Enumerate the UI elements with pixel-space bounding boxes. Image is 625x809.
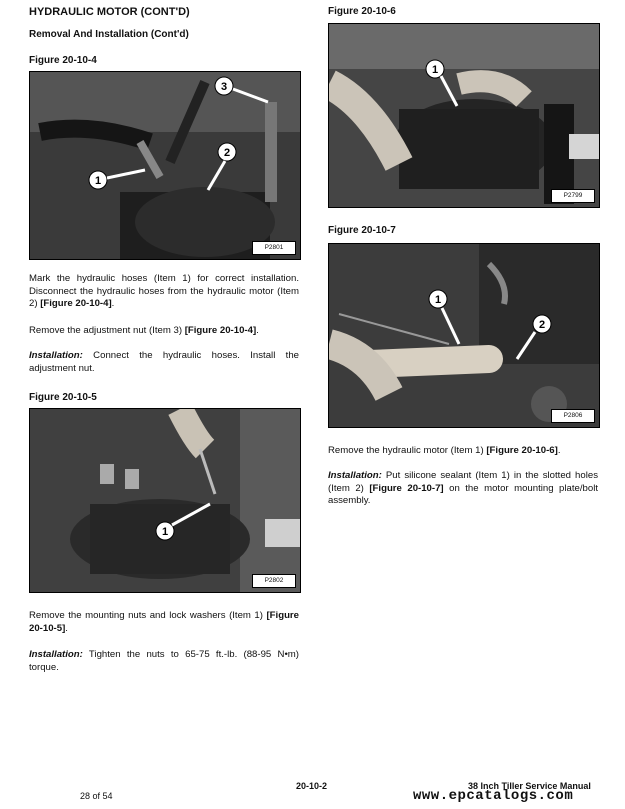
page-title: HYDRAULIC MOTOR (CONT'D): [29, 6, 190, 18]
figure-photo-20-10-4: [29, 71, 301, 260]
photo-code: P2799: [551, 189, 595, 203]
photo-code: P2806: [551, 409, 595, 423]
callout-2: 2: [538, 319, 546, 331]
paragraph-installation-hoses: Installation: Connect the hydraulic hoses. Install the adjustment nut.: [29, 350, 299, 374]
figure-label-20-10-4: Figure 20-10-4: [29, 55, 97, 66]
footer-section-number: 20-10-2: [296, 781, 328, 791]
photo-code: P2801: [252, 241, 296, 255]
paragraph-installation-sealant: Installation: Put silicone sealant (Item 1) in the slotted holes (Item 2) [Figure 20-10-7] on the motor mounting plate/bolt assembly.: [328, 470, 598, 507]
paragraph-installation-torque: Installation: Tighten the nuts to 65-75 ft.-lb. (88-95 N•m) torque.: [29, 649, 299, 673]
figure-photo-20-10-5: [29, 408, 301, 593]
footer-watermark-url[interactable]: www.epcatalogs.com: [413, 788, 574, 804]
figure-label-20-10-7: Figure 20-10-7: [328, 225, 396, 236]
paragraph-remove-adjustment-nut: Remove the adjustment nut (Item 3) [Figure 20-10-4].: [29, 325, 259, 336]
callout-2: 2: [223, 147, 231, 159]
footer-manual-title: 38 Inch Tiller Service Manual: [468, 781, 591, 791]
callout-1: 1: [431, 64, 439, 76]
figure-label-20-10-6: Figure 20-10-6: [328, 6, 396, 17]
photo-code: P2802: [252, 574, 296, 588]
section-subtitle: Removal And Installation (Cont'd): [29, 29, 189, 40]
figure-photo-20-10-7: [328, 243, 600, 428]
paragraph-remove-motor: Remove the hydraulic motor (Item 1) [Figure 20-10-6].: [328, 445, 561, 456]
callout-3: 3: [220, 81, 228, 93]
paragraph-disconnect-hoses: Mark the hydraulic hoses (Item 1) for correct installation. Disconnect the hydraulic hoses from the hydraulic motor (Item 2) [Figure 20-10-4].: [29, 273, 299, 310]
callout-1: 1: [161, 526, 169, 538]
paragraph-remove-mounting-nuts: Remove the mounting nuts and lock washers (Item 1) [Figure 20-10-5].: [29, 610, 299, 634]
callout-1: 1: [94, 175, 102, 187]
callout-1: 1: [434, 294, 442, 306]
figure-photo-20-10-6: [328, 23, 600, 208]
figure-label-20-10-5: Figure 20-10-5: [29, 392, 97, 403]
footer-page-count: 28 of 54: [80, 791, 113, 801]
